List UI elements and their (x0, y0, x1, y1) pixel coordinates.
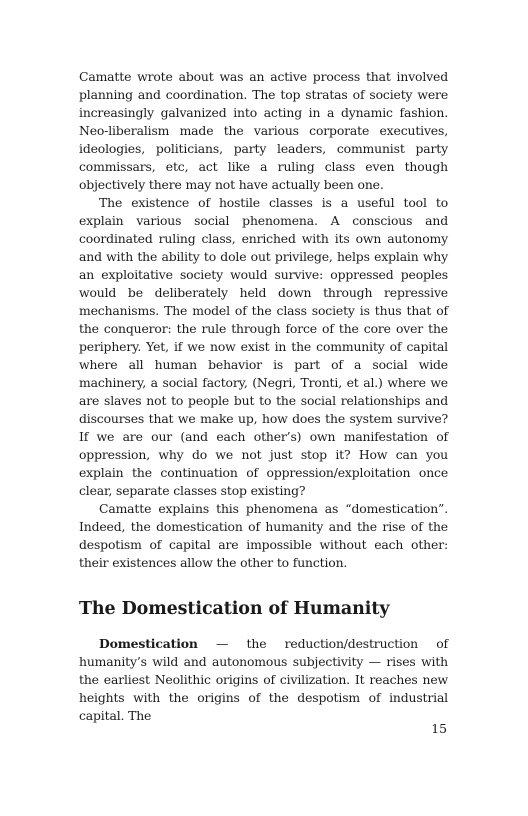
paragraph-continuation: Camatte wrote about was an active process that involved planning and coordination. The top stratas of society were increasingly galvanized into acting in a dynamic fashion. Neo-liberalism made the various corporate executives, ideologies, politicians, party leaders, communist party commissars, etc, act like a ruling class even though objectively there may not have actually been one. (79, 69, 448, 192)
defined-term: Domestication (99, 636, 198, 651)
paragraph-domestication-intro: Camatte explains this phenomena as “domestication”. Indeed, the domestication of humanity and the rise of the despotism of capital are impossible without each other: their existences allow the other to function. (79, 501, 448, 570)
definition-text: — the reduction/destruction of humanity’s wild and autonomous subjectivity — rises with the earliest Neolithic origins of civilization. It reaches new heights with the origins of the despotism of industrial capital. The (79, 636, 448, 723)
section-heading: The Domestication of Humanity (79, 599, 390, 619)
page-body (79, 68, 448, 725)
paragraph-domestication-definition (79, 635, 448, 725)
page-number: 15 (431, 721, 447, 736)
paragraph-hostile-classes: The existence of hostile classes is a useful tool to explain various social phenomena. A conscious and coordinated ruling class, enriched with its own autonomy and with the ability to dole out privilege, helps explain why an exploitative society would survive: oppressed peoples would be deliberately held down through repressive mechanisms. The model of the class society is thus that of the conqueror: the rule through force of the core over the periphery. Yet, if we now exist in the community of capital where all human behavior is part of a social wide machinery, a social factory, (Negri, Tronti, et al.) where we are slaves not to people but to the social relationships and discourses that we make up, how does the system survive? If we are our (and each other’s) own manifestation of oppression, why do we not just stop it? How can you explain the continuation of oppression/exploitation once clear, separate classes stop existing? (79, 195, 448, 498)
